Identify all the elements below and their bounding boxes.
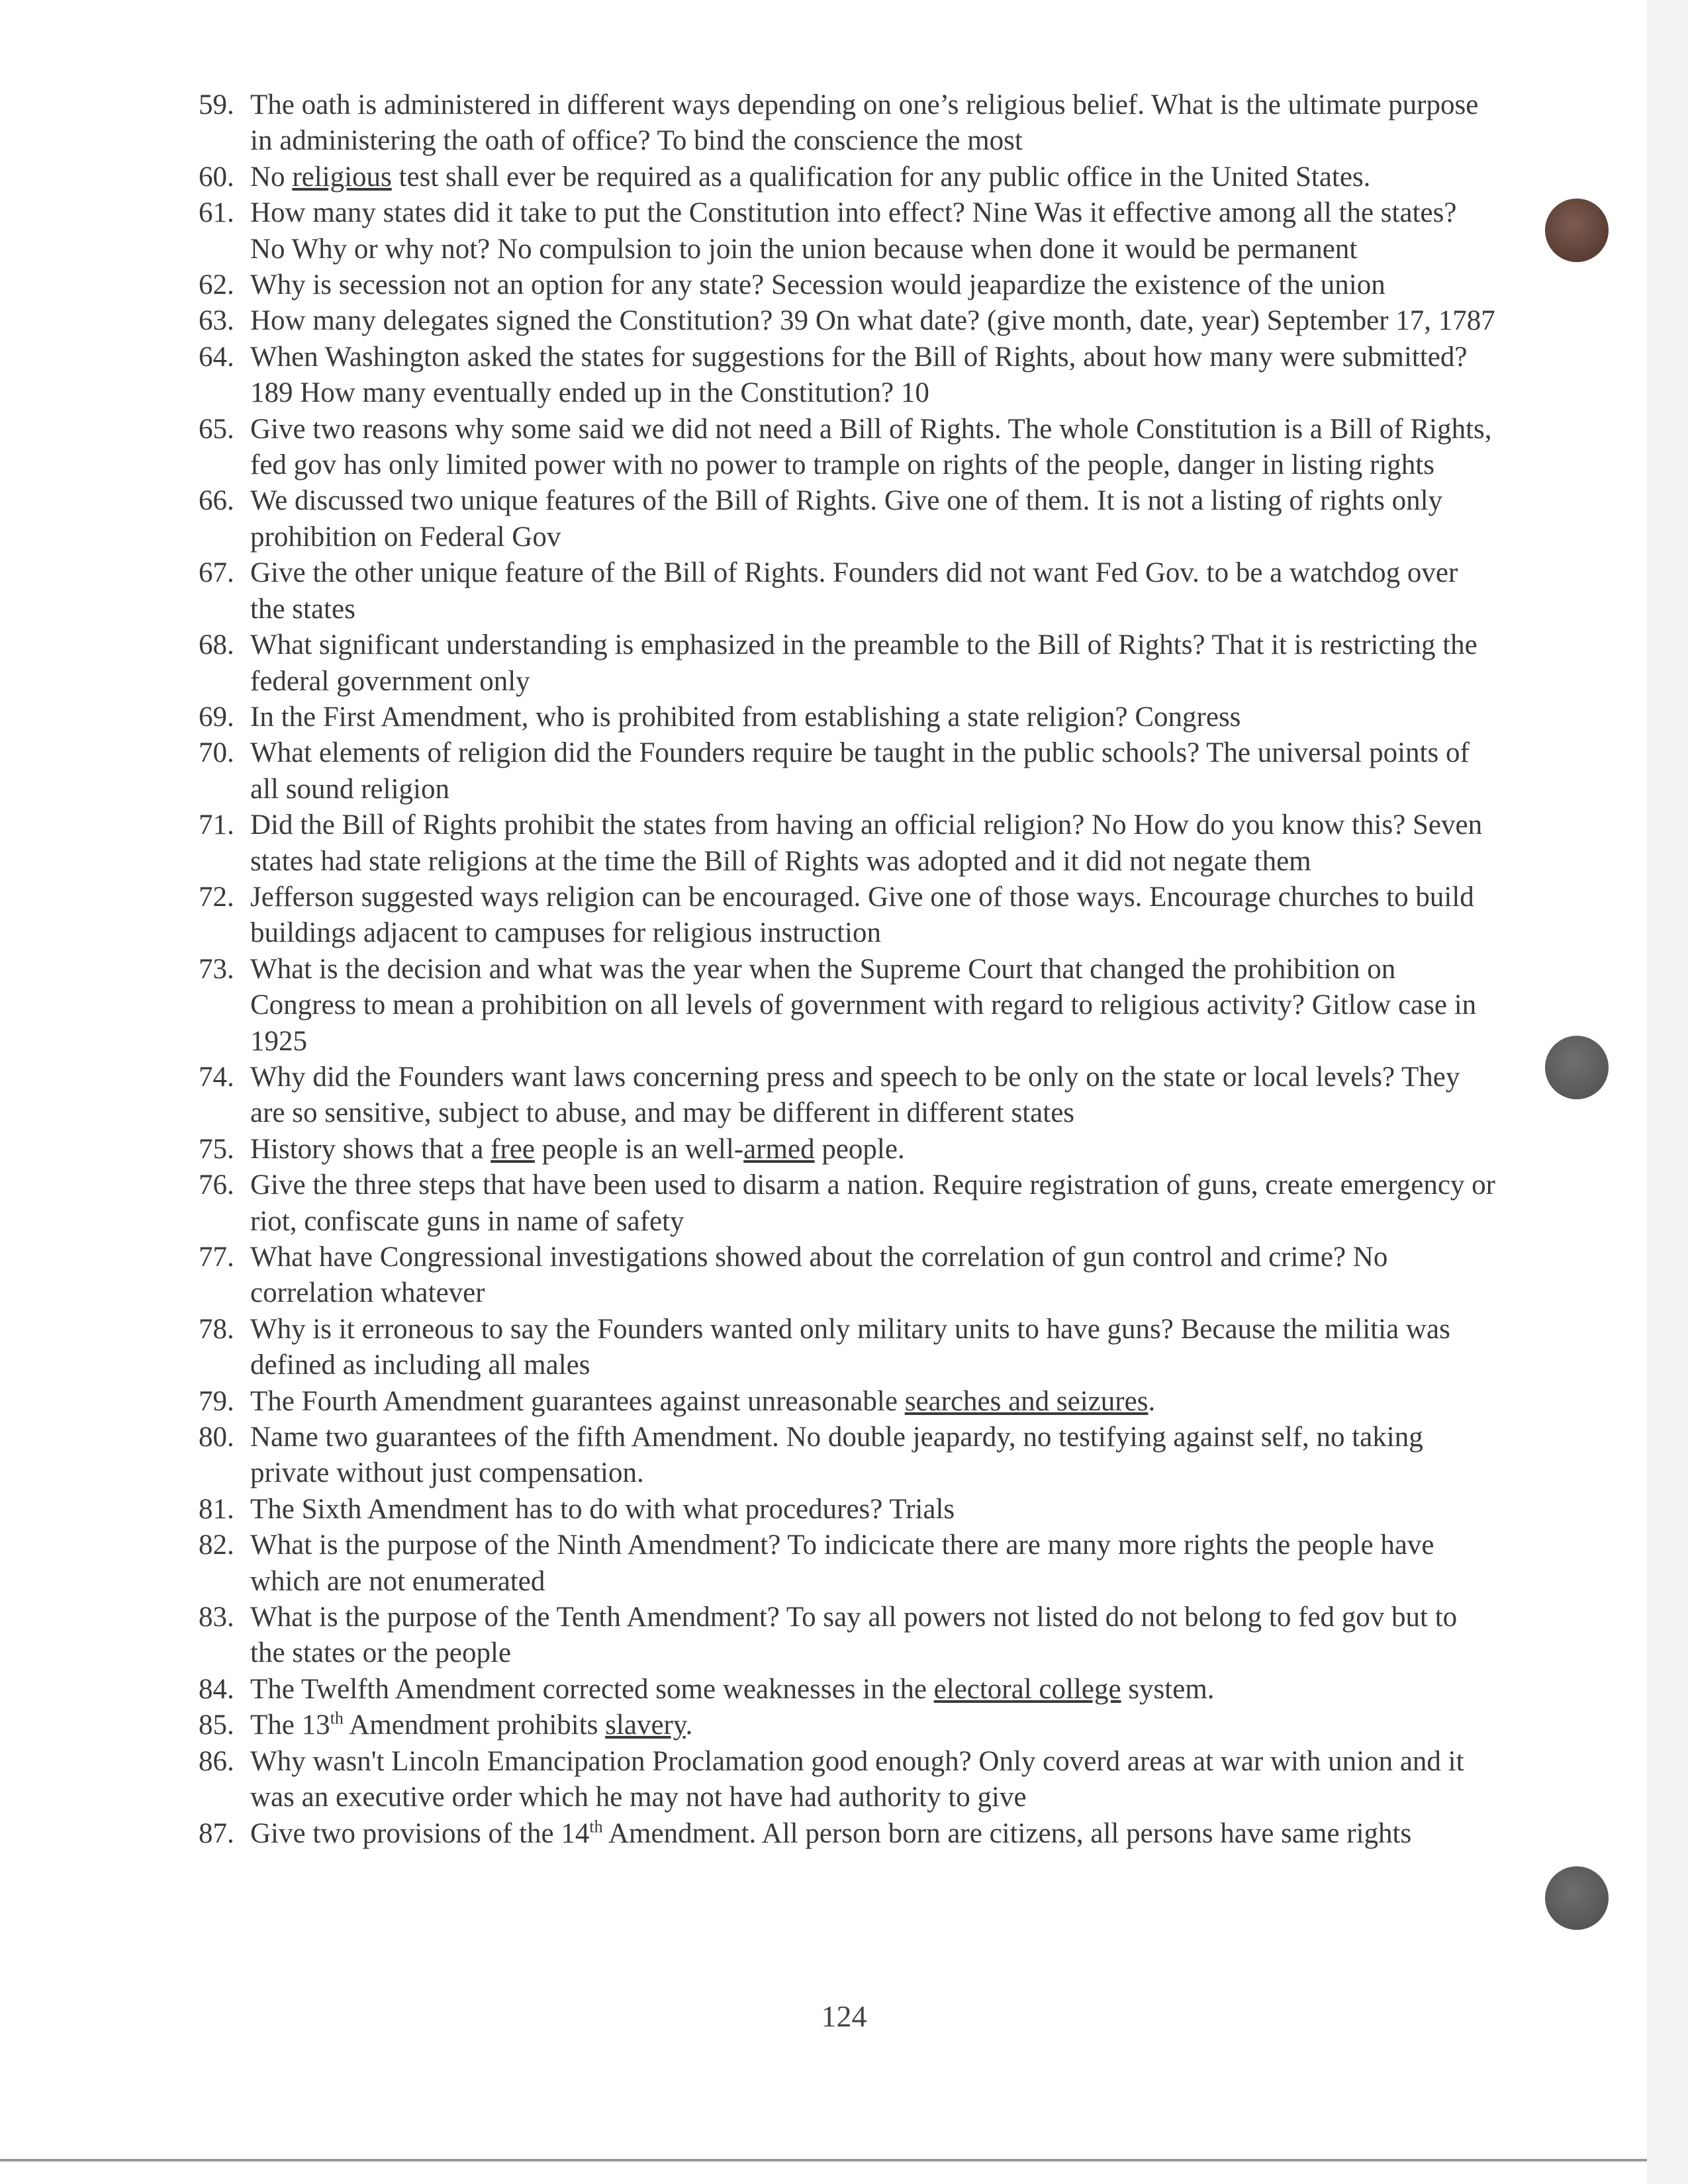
item-text: How many states did it take to put the Constitution into effect? Nine Was it effective among all the states? No Why or why not? No compulsion to join the union because when done it would be permanent	[250, 197, 1457, 265]
binder-hole-bottom	[1545, 1866, 1609, 1930]
list-item	[199, 700, 1496, 735]
list-item	[199, 159, 1496, 195]
list-item	[199, 1744, 1496, 1816]
list-item	[199, 1384, 1496, 1420]
item-text: What significant understanding is emphasized in the preamble to the Bill of Rights? That it is restricting the federal government only	[250, 629, 1477, 697]
item-number: 69.	[199, 701, 234, 733]
item-text: We discussed two unique features of the Bill of Rights. Give one of them. It is not a listing of rights only prohibition on Federal Gov	[250, 485, 1443, 553]
ordinal-suffix: th	[589, 1817, 603, 1837]
item-number: 64.	[199, 341, 234, 373]
question-answer-list	[199, 87, 1496, 1852]
list-item	[199, 412, 1496, 484]
item-text-pre: The Fourth Amendment guarantees against unreasonable	[250, 1385, 905, 1417]
item-number: 81.	[199, 1493, 234, 1525]
item-text: Why is secession not an option for any state? Secession would jeapardize the existence of the union	[250, 269, 1385, 301]
list-item	[199, 952, 1496, 1060]
item-text: What is the purpose of the Tenth Amendment? To say all powers not listed do not belong to fed gov but to the states or the people	[250, 1602, 1458, 1669]
item-number: 82.	[199, 1529, 234, 1561]
item-number: 71.	[199, 809, 234, 841]
item-number: 86.	[199, 1745, 234, 1777]
item-number: 76.	[199, 1169, 234, 1201]
item-text: What is the decision and what was the year when the Supreme Court that changed the prohibition on Congress to mean a prohibition on all levels of government with regard to religious activity? Gitlow case in 1925	[250, 953, 1477, 1057]
item-number: 68.	[199, 629, 234, 661]
item-text: In the First Amendment, who is prohibited from establishing a state religion? Congress	[250, 701, 1241, 733]
item-text-pre: History shows that a	[250, 1133, 491, 1165]
item-text: What have Congressional investigations showed about the correlation of gun control and crime? No correlation whatever	[250, 1242, 1388, 1309]
item-number: 70.	[199, 737, 234, 769]
scan-bottom-edge	[0, 2159, 1647, 2161]
list-item	[199, 483, 1496, 555]
list-item	[199, 1312, 1496, 1384]
item-number: 72.	[199, 881, 234, 913]
list-item	[199, 735, 1496, 807]
item-text-post: system.	[1121, 1673, 1215, 1705]
underlined-answer: searches and seizures	[904, 1385, 1149, 1417]
list-item	[199, 1707, 1496, 1743]
item-text: What elements of religion did the Founders require be taught in the public schools? The universal points of all sound religion	[250, 737, 1470, 805]
item-text-mid: people is an well-	[534, 1133, 744, 1165]
item-number: 59.	[199, 89, 234, 120]
underlined-answer: electoral college	[933, 1673, 1121, 1705]
item-text-post: .	[685, 1709, 693, 1741]
item-number: 74.	[199, 1061, 234, 1093]
item-text: When Washington asked the states for suggestions for the Bill of Rights, about how many were submitted? 189 How many eventually ended up in the Constitution? 10	[250, 341, 1468, 409]
item-text: The Sixth Amendment has to do with what procedures? Trials	[250, 1493, 955, 1525]
list-item	[199, 195, 1496, 267]
list-item	[199, 880, 1496, 952]
list-item	[199, 1816, 1496, 1852]
item-number: 66.	[199, 485, 234, 517]
list-item	[199, 555, 1496, 627]
item-text-pre: The Twelfth Amendment corrected some weaknesses in the	[250, 1673, 934, 1705]
list-item	[199, 1527, 1496, 1600]
item-text: Why is it erroneous to say the Founders wanted only military units to have guns? Because the militia was defined as including all males	[250, 1313, 1450, 1381]
item-number: 79.	[199, 1385, 234, 1417]
item-number: 83.	[199, 1602, 234, 1633]
item-number: 84.	[199, 1673, 234, 1705]
item-number: 73.	[199, 953, 234, 985]
list-item	[199, 1060, 1496, 1132]
scan-edge-shade	[1647, 0, 1688, 2184]
item-text: What is the purpose of the Ninth Amendment? To indicicate there are many more rights the people have which are not enumerated	[250, 1529, 1434, 1597]
item-number: 87.	[199, 1817, 234, 1849]
item-text-post: test shall ever be required as a qualification for any public office in the United States.	[391, 161, 1371, 193]
item-text-post: Amendment. All person born are citizens, all persons have same rights	[602, 1817, 1412, 1849]
item-number: 78.	[199, 1313, 234, 1345]
item-number: 61.	[199, 197, 234, 229]
list-item	[199, 1420, 1496, 1492]
item-number: 60.	[199, 161, 234, 193]
item-text-post: people.	[814, 1133, 905, 1165]
item-number: 67.	[199, 557, 234, 589]
list-item	[199, 807, 1496, 880]
list-item	[199, 267, 1496, 303]
item-text: Give the three steps that have been used to disarm a nation. Require registration of guns, create emergency or riot, confiscate guns in name of safety	[250, 1169, 1495, 1237]
list-item	[199, 1672, 1496, 1707]
item-text: The oath is administered in different ways depending on one’s religious belief. What is the ultimate purpose in administering the oath of office? To bind the conscience the most	[250, 89, 1479, 157]
list-item	[199, 340, 1496, 412]
item-number: 65.	[199, 413, 234, 445]
list-item	[199, 87, 1496, 159]
item-text: Name two guarantees of the fifth Amendment. No double jeapardy, no testifying against self, no taking private without just compensation.	[250, 1422, 1423, 1489]
binder-hole-middle	[1545, 1036, 1609, 1099]
item-number: 75.	[199, 1133, 234, 1165]
item-number: 80.	[199, 1422, 234, 1453]
item-text: Give two reasons why some said we did not need a Bill of Rights. The whole Constitution is a Bill of Rights, fed gov has only limited power with no power to trample on rights of the people, danger in listing rights	[250, 413, 1492, 481]
item-text-mid: Amendment prohibits	[343, 1709, 606, 1741]
binder-hole-top	[1545, 199, 1609, 262]
list-item	[199, 1492, 1496, 1527]
item-text: Why did the Founders want laws concerning press and speech to be only on the state or local levels? They are so sensitive, subject to abuse, and may be different in different states	[250, 1061, 1460, 1129]
item-text-pre: Give two provisions of the 14	[250, 1817, 590, 1849]
item-number: 62.	[199, 269, 234, 301]
item-number: 63.	[199, 305, 234, 337]
page-number: 124	[821, 1999, 867, 2033]
item-text: Did the Bill of Rights prohibit the states from having an official religion? No How do you know this? Seven states had state religions at the time the Bill of Rights was adopted and it did not negate them	[250, 809, 1483, 877]
list-item	[199, 1240, 1496, 1312]
ordinal-suffix: th	[330, 1708, 344, 1728]
underlined-answer: free	[491, 1133, 535, 1165]
item-text: Give the other unique feature of the Bill of Rights. Founders did not want Fed Gov. to be a watchdog over the states	[250, 557, 1458, 625]
list-item	[199, 1132, 1496, 1167]
item-text-pre: No	[250, 161, 293, 193]
item-text-pre: The 13	[250, 1709, 330, 1741]
item-number: 77.	[199, 1242, 234, 1273]
underlined-answer: armed	[743, 1133, 815, 1165]
list-item	[199, 1167, 1496, 1240]
list-item	[199, 303, 1496, 339]
item-text: Jefferson suggested ways religion can be encouraged. Give one of those ways. Encourage churches to build buildings adjacent to campuses for religious instruction	[250, 881, 1474, 949]
list-item	[199, 627, 1496, 700]
underlined-answer: religious	[292, 161, 392, 193]
list-item	[199, 1600, 1496, 1672]
underlined-answer: slavery	[605, 1709, 686, 1741]
item-text: How many delegates signed the Constitution? 39 On what date? (give month, date, year) September 17, 1787	[250, 305, 1495, 337]
item-number: 85.	[199, 1709, 234, 1741]
item-text: Why wasn't Lincoln Emancipation Proclamation good enough? Only coverd areas at war with union and it was an executive order which he may not have had authority to give	[250, 1745, 1464, 1813]
item-text-post: .	[1148, 1385, 1156, 1417]
